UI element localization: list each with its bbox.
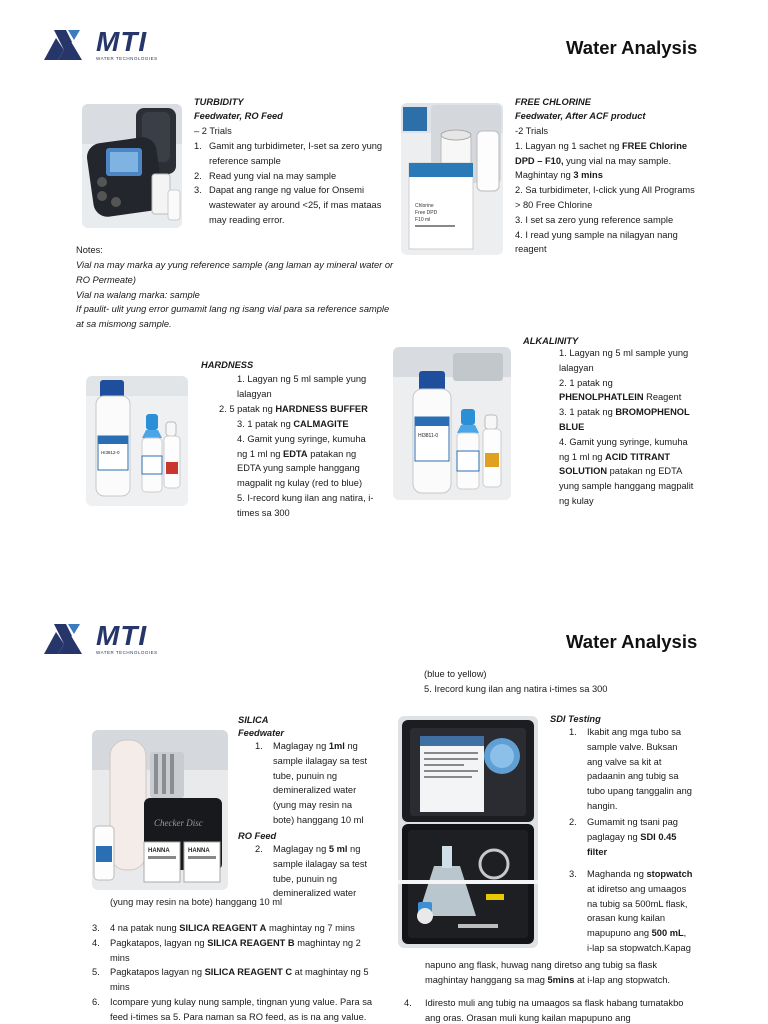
hardness-bottle-label: HI3812-0 (101, 450, 120, 455)
turbidimeter-photo (82, 104, 182, 228)
silica-ro-feed-label: RO Feed (238, 831, 277, 841)
turbidity-subheading: Feedwater, RO Feed (194, 111, 283, 121)
step-number: 2. (194, 170, 202, 181)
svg-text:F10 ml: F10 ml (415, 217, 431, 223)
logo-subtitle: WATER TECHNOLOGIES (96, 56, 158, 61)
silica-box-label-1: HANNA (148, 848, 170, 854)
alkalinity-step-3: 3. 1 patak ng BROMOPHENOL BLUE (559, 407, 690, 432)
free-chlorine-trials: -2 Trials (515, 126, 549, 136)
free-chlorine-step-3: 3. I set sa zero yung reference sample (515, 214, 674, 225)
hardness-step-3: 3. 1 patak ng CALMAGITE (237, 419, 349, 429)
list-item: 6. Icompare yung kulay nung sample, tingnan yung value. Para sa feed i-times sa 5. Para naman sa RO feed, as is na ang value. (92, 996, 373, 1022)
silica-step-2: 2. Maglagay ng 5 ml ng sample ilalagay sa test tube, punuin ng demineralized water (255, 844, 368, 899)
hardness-step-5: 5. I-record kung ilan ang natira, i-times sa 300 (237, 492, 374, 518)
free-chlorine-step-2: 2. Sa turbidimeter, I-click yung All Programs > 80 Free Chlorine (515, 185, 695, 210)
free-chlorine-heading: FREE CHLORINE (515, 97, 591, 107)
mti-logo-mark-icon (44, 622, 94, 656)
logo-word: MTI (96, 620, 148, 651)
list-item: 5. Pagkatapos lagyan ng SILICA REAGENT C at maghintay ng 5 mins (92, 967, 369, 993)
sdi-heading: SDI Testing (550, 714, 601, 724)
free-chlorine-step-4: 4. I read yung sample na nilagyan nang reagent (515, 229, 678, 255)
step-number: 3. (194, 185, 202, 196)
hardness-step-1: 1. Lagyan ng 5 ml sample yung lalagyan (237, 374, 367, 399)
logo-subtitle: WATER TECHNOLOGIES (96, 650, 158, 655)
sachet-text: Chlorine (415, 203, 434, 209)
notes-label: Notes: (76, 245, 103, 255)
note-line: If paulit- ulit yung error gumamit lang ng isang vial para sa reference sample at sa mismong sample. (76, 304, 390, 330)
alkalinity-block (559, 346, 699, 509)
step-number: 1. (194, 141, 202, 151)
sdi-step-4: 4. Idiresto muli ang tubig na umaagos sa flask habang tumatakbo ang oras. Orasan muli kung kailan mapupuno ang (404, 998, 684, 1023)
alkalinity-heading: ALKALINITY (523, 336, 579, 346)
sdi-step-2: 2. Gumamit ng tsani pag paglagay ng SDI 0.45 filter (569, 817, 678, 857)
list-item: 4. Pagkatapos, lagyan ng SILICA REAGENT B maghintay ng 2 mins (92, 937, 361, 963)
list-item (194, 183, 390, 227)
list-item (194, 139, 390, 169)
note-line: Vial na walang marka: sample (76, 289, 200, 300)
list-item: 3. 4 na patak nung SILICA REAGENT A maghintay ng 7 mins (92, 923, 355, 933)
hardness-step-4: 4. Gamit yung syringe, kumuha ng 1 ml ng EDTA patakan ng EDTA yung sample hanggang magpalit ng kulay (red to blue) (237, 433, 366, 489)
sdi-step-3: 3. Maghanda ng stopwatch at idiretso ang umaagos na tubig sa 500mL flask, orasan kung kailan mapupuno ang 500 mL, i-lap sa stopwatch.Kapag (569, 869, 693, 953)
svg-text:Free DPD: Free DPD (415, 210, 438, 216)
silica-kit-photo (92, 730, 228, 890)
step-text: Dapat ang range ng value for Onsemi wastewater ay around <25, if mas mataas may reading error. (209, 185, 382, 225)
silica-feedwater-label: Feedwater (238, 728, 284, 738)
mti-logo-mark-icon (44, 28, 94, 62)
hardness-steps-rest (237, 417, 377, 521)
list-item (194, 169, 390, 184)
continuation-line-1: (blue to yellow) (424, 669, 487, 679)
mti-logo (44, 622, 158, 656)
page-title: Water Analysis (566, 37, 698, 58)
alkalinity-step-1: 1. Lagyan ng 5 ml sample yung lalagyan (559, 348, 689, 373)
sdi-step-3-tail: napuno ang flask, huwag nang diretso ang tubig sa flask maghintay hanggang sa mag 5mins at i-lap ang stopwatch. (425, 960, 670, 985)
turbidity-steps (194, 139, 390, 228)
alkalinity-reagents-photo (393, 347, 511, 500)
sdi-kit-photo (398, 716, 538, 948)
svg-text:Checker Disc: Checker Disc (154, 818, 203, 828)
alkalinity-step-2: 2. 1 patak ng PHENOLPHATLEIN Reagent (559, 377, 682, 403)
step-text: Gamit ang turbidimeter, I-set sa zero yung reference sample (209, 141, 383, 166)
free-chlorine-photo (401, 103, 503, 255)
silica-box-label-2: HANNA (188, 848, 210, 854)
alkalinity-bottle-label: HI3811-0 (418, 433, 439, 439)
free-chlorine-step-1: 1. Lagyan ng 1 sachet ng FREE Chlorine DPD – F10, yung vial na may sample. Maghintay ng 3 mins (515, 140, 688, 181)
silica-step-2-tail: (yung may resin na bote) hanggang 10 ml (110, 897, 283, 907)
turbidity-heading: TURBIDITY (194, 97, 244, 107)
step-text: Read yung vial na may sample (209, 170, 337, 181)
turbidity-trials: – 2 Trials (194, 126, 232, 136)
hardness-reagents-photo (86, 376, 188, 506)
alkalinity-step-4: 4. Gamit yung syringe, kumuha ng 1 ml ng ACID TITRANT SOLUTION patakan ng EDTA yung sample hanggang magpalit ng kulay (559, 436, 694, 506)
hardness-step-2: 2. 5 patak ng HARDNESS BUFFER (219, 404, 368, 414)
sdi-step-1: 1. Ikabit ang mga tubo sa sample valve. Buksan ang valve sa kit at padaanin ang tubig sa tubo upang tanggalin ang hangin. (569, 727, 692, 811)
free-chlorine-block (515, 124, 695, 257)
silica-heading: SILICA (238, 715, 269, 725)
notes-block (76, 258, 394, 332)
logo-word: MTI (96, 26, 148, 57)
continuation-line-2: 5. Irecord kung ilan ang natira i-times sa 300 (424, 684, 608, 694)
free-chlorine-subheading: Feedwater, After ACF product (515, 111, 646, 121)
silica-step-1: 1. Maglagay ng 1ml ng sample ilalagay sa test tube, punuin ng demineralized water (yung may resin na bote) hanggang 10 ml (255, 741, 368, 825)
note-line: Vial na may marka ay yung reference sample (ang laman ay mineral water or RO Permeate) (76, 260, 394, 285)
page-title: Water Analysis (566, 631, 698, 652)
mti-logo (44, 28, 158, 62)
silica-steps-rest (92, 921, 378, 1024)
hardness-heading: HARDNESS (201, 360, 254, 370)
